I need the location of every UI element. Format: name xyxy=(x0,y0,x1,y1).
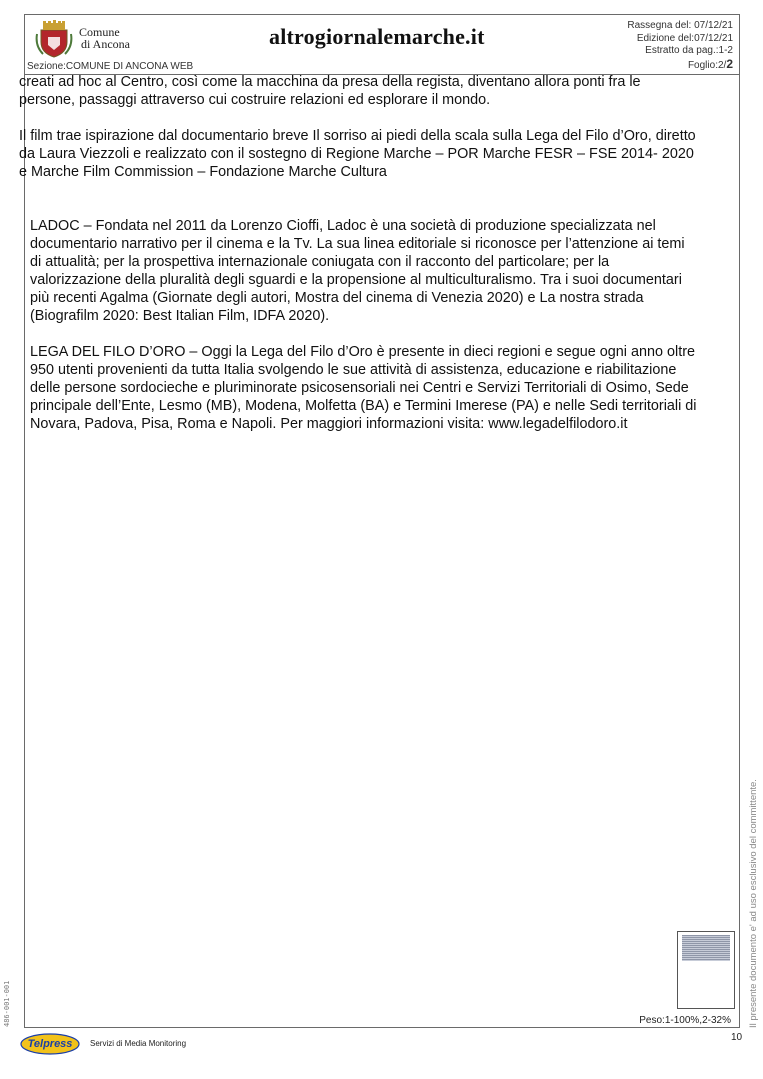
foglio-total: 2 xyxy=(726,56,733,71)
source-title: altrogiornalemarche.it xyxy=(269,24,485,49)
telpress-logo-text: Telpress xyxy=(27,1038,73,1050)
article-paragraph: Il film trae ispirazione dal documentario breve Il sorriso ai piedi della scala sulla Lega del Filo d’Oro, diretto da Laura Viezzoli e realizzato con il sostegno di Regione Marche – POR Marche FESR – FSE 2014- 2020 e Marche Film Commission – Fondazione Marche Cultura xyxy=(19,128,696,180)
page-header xyxy=(25,15,739,75)
article-paragraph: LEGA DEL FILO D’ORO – Oggi la Lega del Filo d’Oro è presente in dieci regioni e segue ogni anno oltre 950 utenti provenienti da tutta Italia svolgendo le sue attività di assistenza, educazione e riabilitazione delle persone sordocieche e pluriminorate psicosensoriali nei Centri e Servizi Territoriali di Osimo, Sede principale dell’Ente, Lesmo (MB), Modena, Molfetta (BA) e Termini Imerese (PA) e nelle Sedi territoriali di Novara, Padova, Pisa, Roma e Napoli. Per maggiori informazioni visita: www.legadelfilodoro.it xyxy=(30,344,697,432)
usage-disclaimer: Il presente documento e' ad uso esclusivo del committente. xyxy=(748,779,759,1028)
comune-line-2: di Ancona xyxy=(81,37,130,51)
page-thumbnail xyxy=(677,931,735,1009)
article-paragraph: creati ad hoc al Centro, così come la macchina da presa della regista, diventano allora ponti fra le persone, passaggi attraverso cui costruire relazioni ed esplorare il mondo. xyxy=(19,74,641,108)
ancona-crest-icon xyxy=(35,20,73,58)
peso-label: Peso:1-100%,2-32% xyxy=(639,1015,731,1026)
edizione-date: Edizione del:07/12/21 xyxy=(636,32,733,44)
rassegna-date: Rassegna del: 07/12/21 xyxy=(627,20,733,31)
estratto-pages: Estratto da pag.:1-2 xyxy=(645,45,733,56)
article-paragraph: LADOC – Fondata nel 2011 da Lorenzo Cioffi, Ladoc è una società di produzione specializzata nel documentario narrativo per il cinema e la Tv. La sua linea editoriale si riconosce per l’attenzione ai temi di attualità; per la prospettiva internazionale coniugata con il racconto del particolare; per la valorizzazione della pluralità degli sguardi e la propensione al multiculturalismo. Tra i suoi documentari più recenti Agalma (Giornate degli autori, Mostra del cinema di Venezia 2020) e La nostra strada (Biografilm 2020: Best Italian Film, IDFA 2020). xyxy=(30,218,685,324)
thumbnail-text-block xyxy=(682,935,730,961)
section-label: Sezione:COMUNE DI ANCONA WEB xyxy=(27,61,194,72)
page-number: 10 xyxy=(731,1032,743,1043)
comune-label xyxy=(79,26,130,50)
comune-line-1: Comune xyxy=(79,25,120,39)
foglio-prefix: Foglio:2/ xyxy=(687,59,727,71)
article-body xyxy=(19,73,699,451)
foglio-info xyxy=(627,58,733,73)
media-monitoring-label: Servizi di Media Monitoring xyxy=(90,1039,187,1048)
press-meta xyxy=(627,20,733,72)
document-code: 486-001-001 xyxy=(3,980,11,1027)
